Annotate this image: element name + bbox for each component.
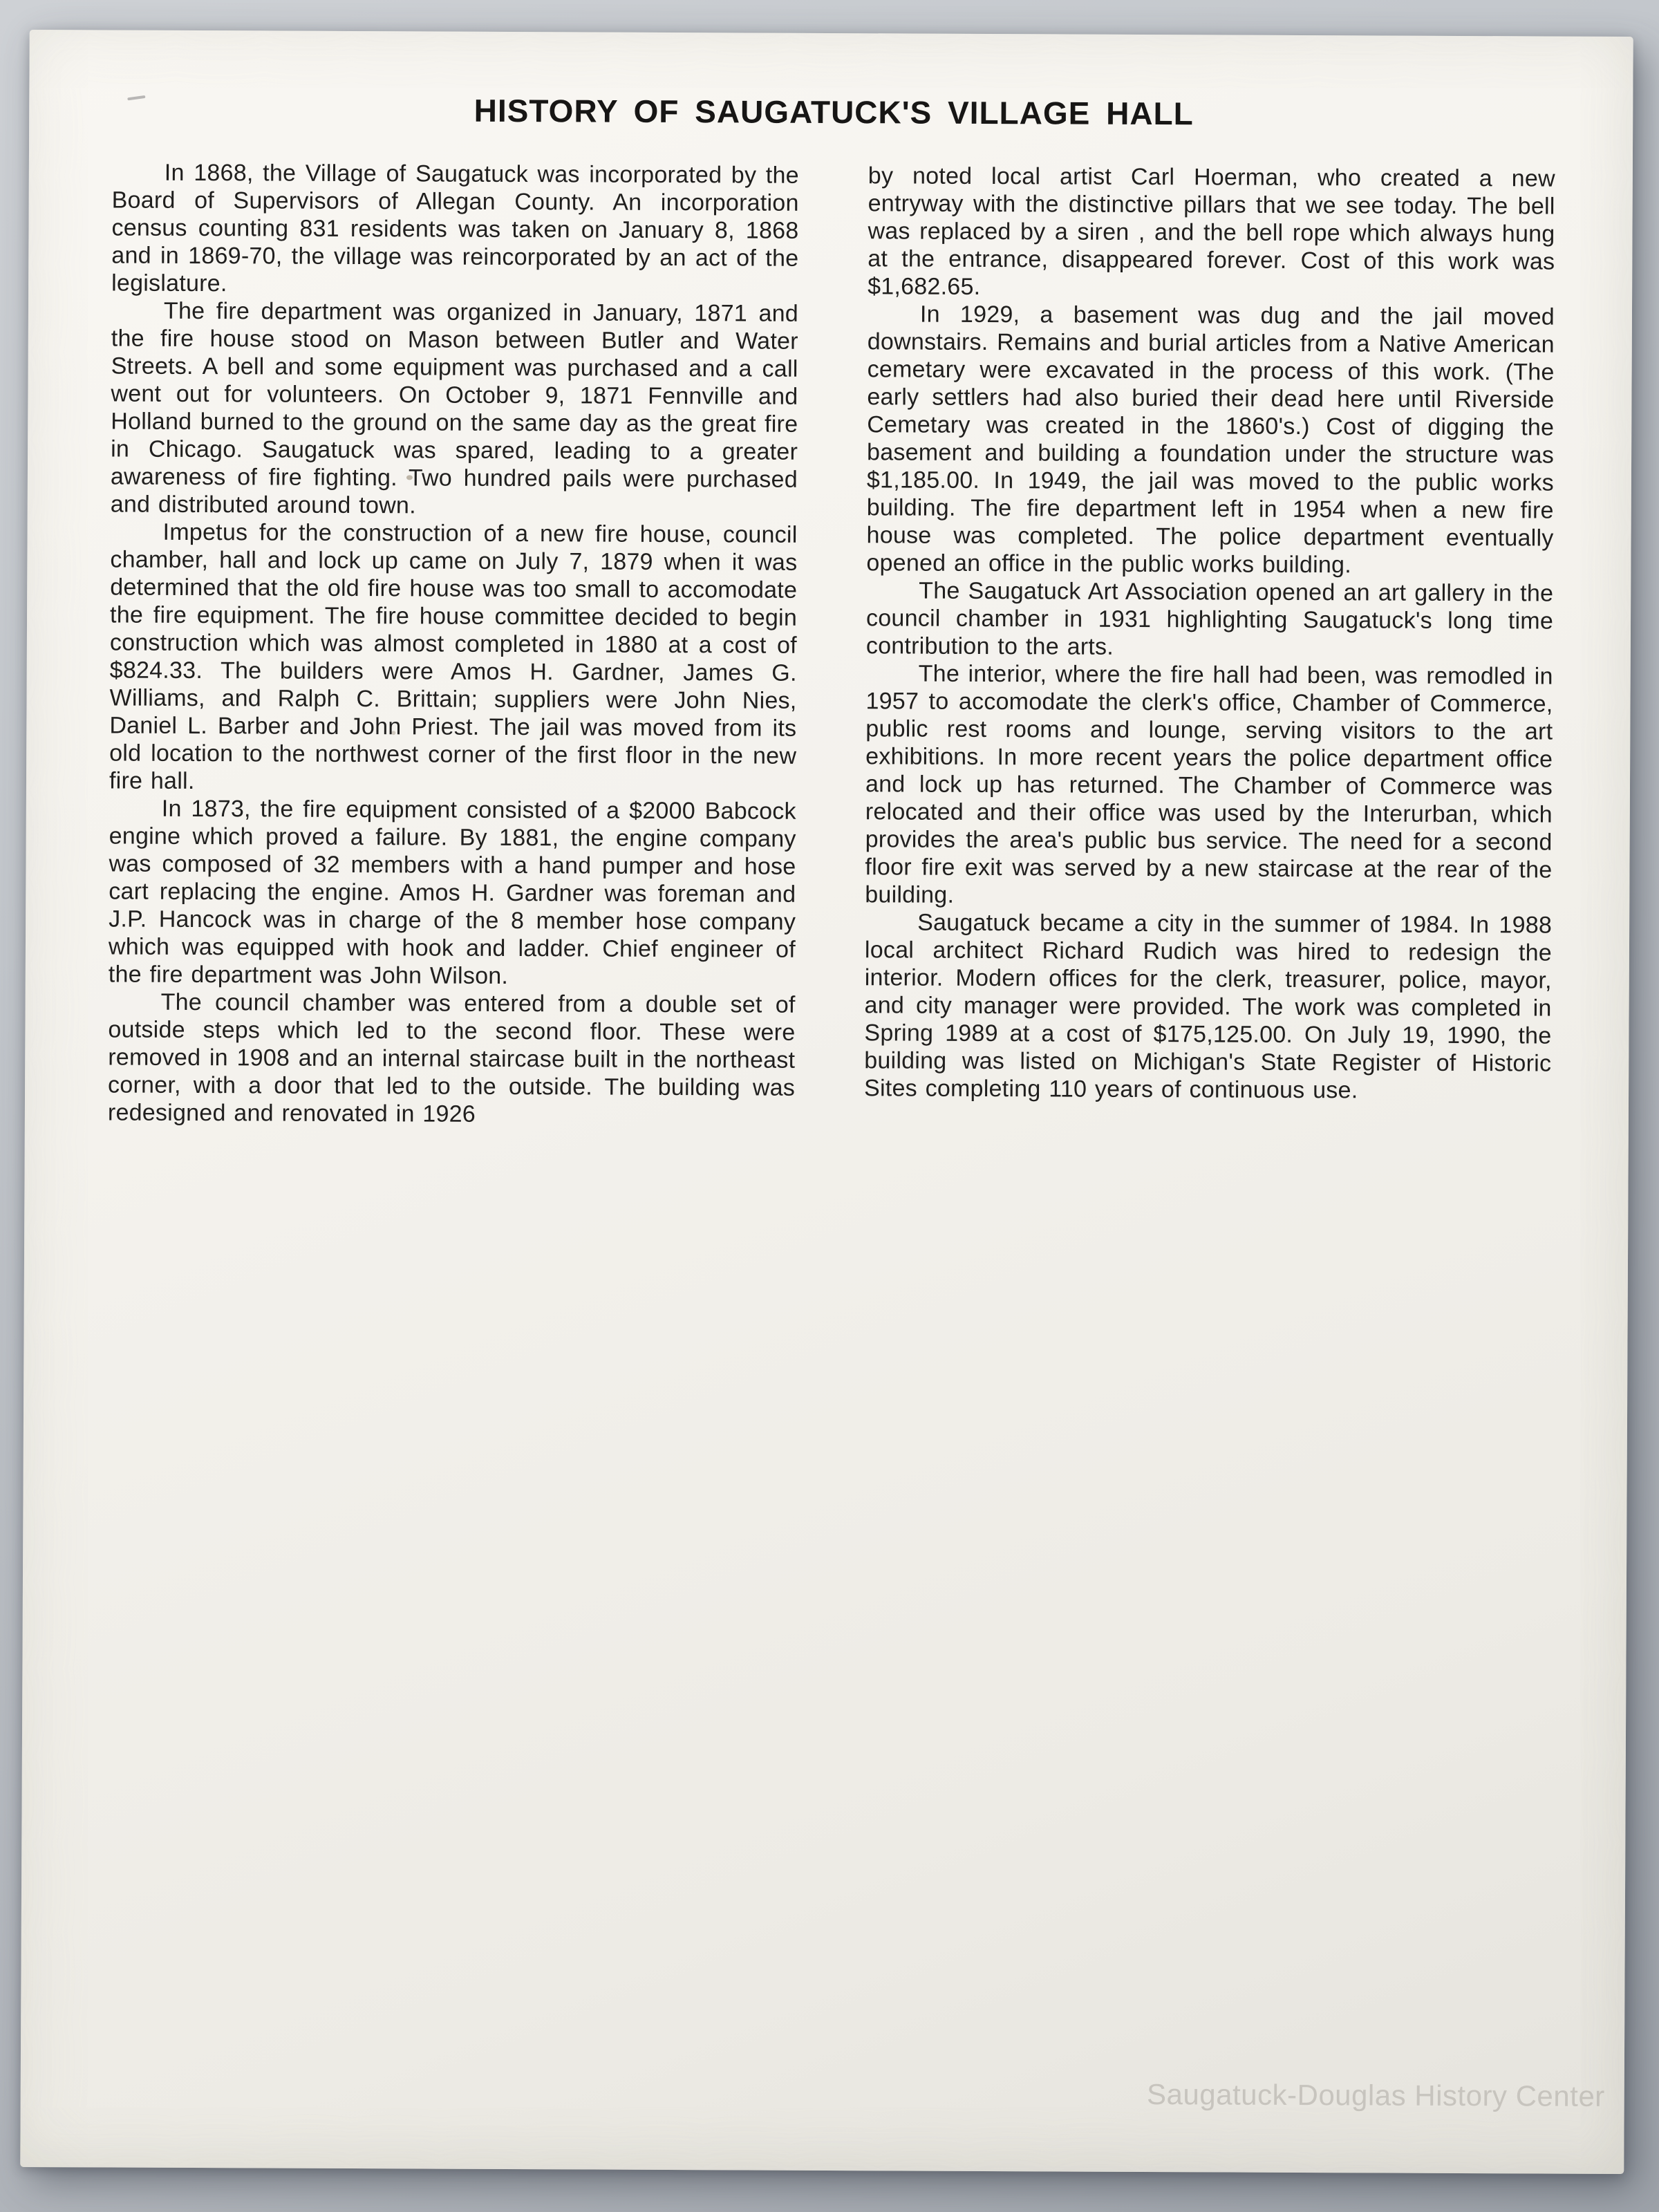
paragraph-carl-hoerman: by noted local artist Carl Hoerman, who created a new entryway with the distinctive pillars that we see today. The bell was replaced by a siren , and the bell rope which always hung at the entrance, disappeared forever. Cost of this work was $1,682.65. [868,162,1555,300]
paragraph-interior-remodel: The interior, where the fire hall had been, was remodled in 1957 to accomodate the clerk's office, Chamber of Commerce, public rest rooms and lounge, serving visitors to the art exhibitions. In more recent years the police department office and lock up has returned. The Chamber of Commerce was relocated and their office was used by the Interurban, which provides the area's public bus service. The need for a second floor fire exit was served by a new staircase at the rear of the building. [865,660,1553,908]
watermark-credit: Saugatuck-Douglas History Center [1146,2078,1605,2112]
paragraph-incorporation: In 1868, the Village of Saugatuck was incorporated by the Board of Supervisors of Allegan County. An incorporation census counting 831 residents was taken on January 8, 1868 and in 1869-70, the village was reincorporated by an act of the legislature. [111,159,799,297]
paragraph-fire-equipment: In 1873, the fire equipment consisted of a $2000 Babcock engine which proved a failure. By 1881, the engine company was composed of 32 members with a hand pumper and hose cart replacing the engine. Amos H. Gardner was foreman and J.P. Hancock was in charge of the 8 member hose company which was equipped with hook and ladder. Chief engineer of the fire department was John Wilson. [108,795,796,989]
right-column [864,162,1555,1132]
left-column [108,158,799,1129]
paragraph-new-fire-house: Impetus for the construction of a new fire house, council chamber, hall and lock up came on July 7, 1879 when it was determined that the old fire house was too small to accomodate the fire equipment. The fire house committee decided to begin construction which was almost completed in 1880 at a cost of $824.33. The builders were Amos H. Gardner, James G. Williams, and Ralph C. Brittain; suppliers were John Nies, Daniel L. Barber and John Priest. The jail was moved from its old location to the northwest corner of the first floor in the new fire hall. [109,518,798,795]
paragraph-art-association: The Saugatuck Art Association opened an art gallery in the council chamber in 1931 highlighting Saugatuck's long time contribution to the arts. [865,577,1554,660]
paragraph-council-chamber: The council chamber was entered from a double set of outside steps which led to the second floor. These were removed in 1908 and an internal staircase built in the northeast corner, with a door that led to the outside. The building was redesigned and renovated in 1926 [107,988,796,1127]
paper-speck [406,475,413,480]
document-title: HISTORY OF SAUGATUCK'S VILLAGE HALL [474,92,1194,132]
paragraph-fire-department: The fire department was organized in January, 1871 and the fire house stood on Mason between Butler and Water Streets. A bell and some equipment was purchased and a call went out for volunteers. On October 9, 1871 Fennville and Holland burned to the ground on the same day as the great fire in Chicago. Saugatuck was spared, leading to a greater awareness of fire fighting. Two hundred pails were purchased and distributed around town. [110,297,799,519]
text-columns [108,158,1555,1132]
document-page [20,30,1633,2174]
paragraph-city-1984: Saugatuck became a city in the summer of 1984. In 1988 local architect Richard Rudich was hired to redesign the interior. Modern offices for the clerk, treasurer, police, mayor, and city manager were provided. The work was completed in Spring 1989 at a cost of $175,125.00. On July 19, 1990, the building was listed on Michigan's State Register of Historic Sites completing 110 years of continuous use. [864,909,1553,1104]
paragraph-basement-jail: In 1929, a basement was dug and the jail moved downstairs. Remains and burial articles from a Native American cemetary were excavated in the process of this work. (The early settlers had also buried their dead here until Riverside Cemetary was created in the 1860's.) Cost of digging the basement and building a foundation under the structure was $1,185.00. In 1949, the jail was moved to the public works building. The fire department left in 1954 when a new fire house was completed. The police department eventually opened an office in the public works building. [866,301,1555,579]
paper-speck [391,731,395,735]
